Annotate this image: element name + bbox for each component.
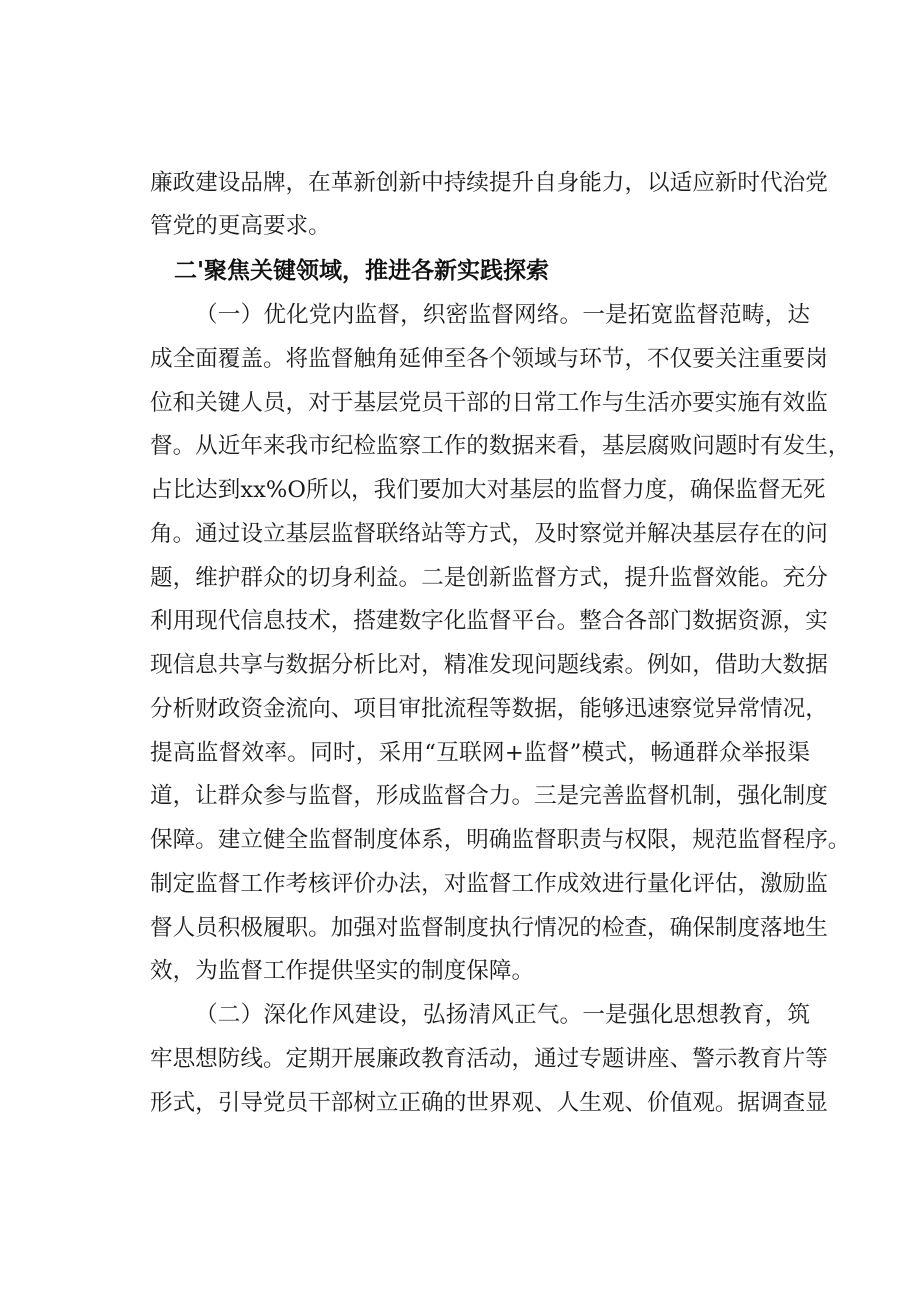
paragraph-2-line-1: （二）深化作风建设，弘扬清风正气。一是强化思想教育，筑: [195, 1002, 810, 1028]
paragraph-1-line-13: 保障。建立健全监督制度体系，明确监督职责与权限，规范监督程序。: [150, 827, 851, 853]
paragraph-1-line-8: 利用现代信息技术，搭建数字化监督平台。整合各部门数据资源，实: [150, 608, 828, 634]
paragraph-1-line-14: 制定监督工作考核评价办法，对监督工作成效进行量化评估，激励监: [150, 871, 828, 897]
paragraph-1-line-15: 督人员积极履职。加强对监督制度执行情况的检查，确保制度落地生: [150, 915, 828, 941]
paragraph-1-line-2: 成全面覆盖。将监督触角延伸至各个领域与环节，不仅要关注重要岗: [150, 346, 828, 372]
paragraph-1-line-5: 占比达到xx%O所以，我们要加大对基层的监督力度，确保监督无死: [150, 477, 826, 503]
paragraph-1-line-4: 督。从近年来我市纪检监察工作的数据来看，基层腐败问题时有发生，: [150, 433, 851, 459]
paragraph-1-line-9: 现信息共享与数据分析比对，精准发现问题线索。例如，借助大数据: [150, 652, 828, 678]
paragraph-1-line-6: 角。通过设立基层监督联络站等方式，及时察觉并解决基层存在的问: [150, 521, 828, 547]
paragraph-1-line-7: 题，维护群众的切身利益。二是创新监督方式，提升监督效能。充分: [150, 565, 828, 591]
paragraph-1-line-11: 提高监督效率。同时，采用“互联网+监督”模式，畅通群众举报渠: [150, 740, 810, 766]
intro-line-1: 廉政建设品牌，在革新创新中持续提升自身能力，以适应新时代治党: [150, 170, 828, 196]
paragraph-2-line-2: 牢思想防线。定期开展廉政教育活动，通过专题讲座、警示教育片等: [150, 1046, 828, 1072]
intro-line-2: 管党的更高要求。: [150, 213, 331, 239]
section-heading: 二'聚焦关键领域，推进各新实践探索: [174, 258, 550, 284]
paragraph-1-line-12: 道，让群众参与监督，形成监督合力。三是完善监督机制，强化制度: [150, 783, 828, 809]
paragraph-1-line-16: 效，为监督工作提供坚实的制度保障。: [150, 958, 535, 984]
paragraph-1-line-1: （一）优化党内监督，织密监督网络。一是拓宽监督范畴，达: [195, 302, 810, 328]
paragraph-2-line-3: 形式，引导党员干部树立正确的世界观、人生观、价值观。据调查显: [150, 1090, 828, 1116]
paragraph-1-line-3: 位和关键人员，对于基层党员干部的日常工作与生活亦要实施有效监: [150, 390, 828, 416]
paragraph-1-line-10: 分析财政资金流向、项目审批流程等数据，能够迅速察觉异常情况，: [150, 696, 828, 722]
